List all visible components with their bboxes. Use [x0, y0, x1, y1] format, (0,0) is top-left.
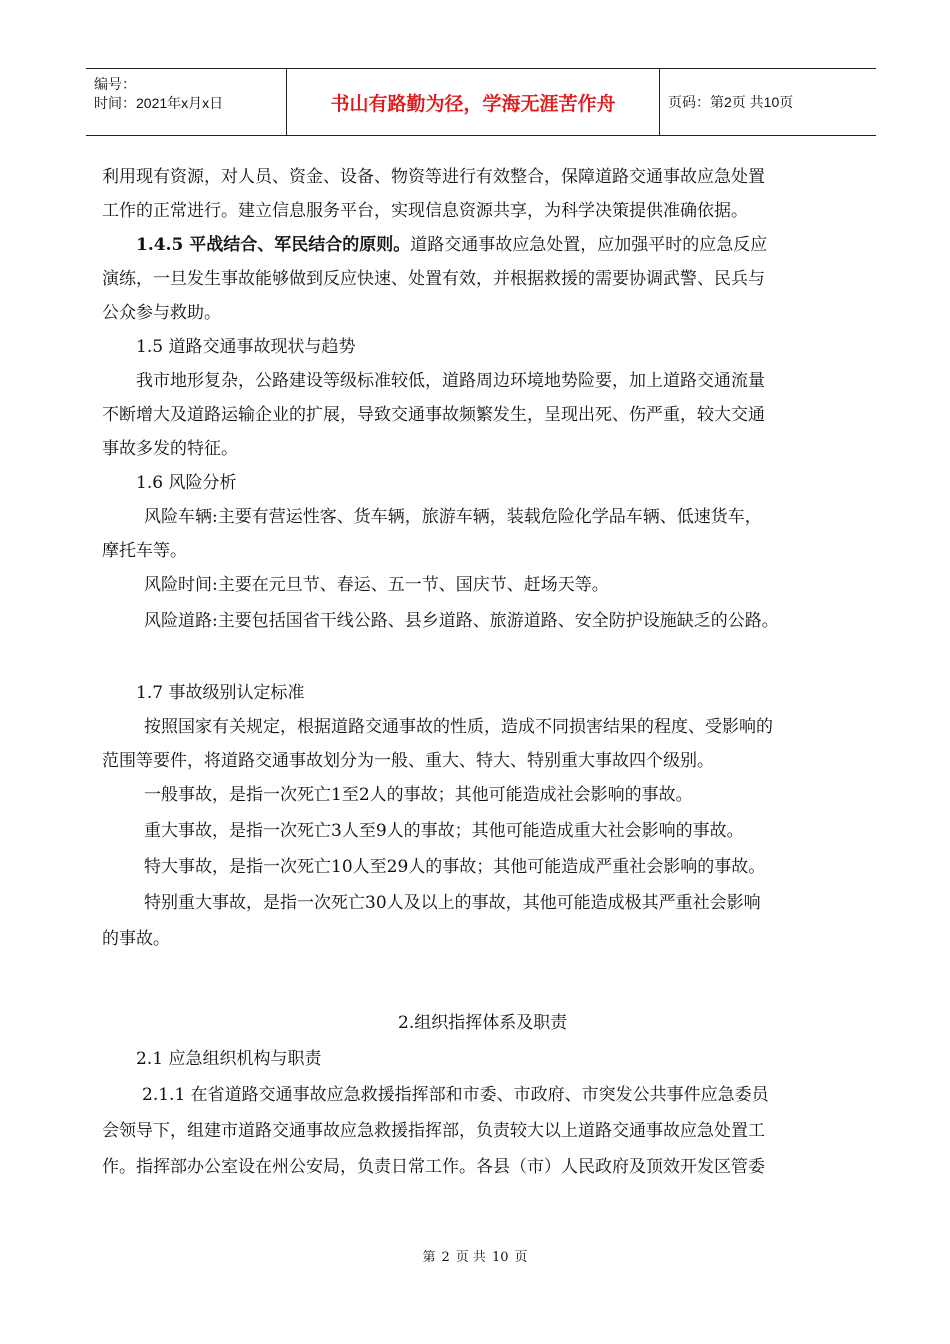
paragraph-line: 重大事故，是指一次死亡3人至9人的事故；其他可能造成重大社会影响的事故。 [144, 821, 744, 841]
paragraph-line: 作。指挥部办公室设在州公安局，负责日常工作。各县（市）人民政府及顶效开发区管委 [102, 1157, 765, 1177]
paragraph-line: 风险时间:主要在元旦节、春运、五一节、国庆节、赶场天等。 [144, 575, 609, 595]
paragraph-line: 风险车辆:主要有营运性客、货车辆，旅游车辆，装载危险化学品车辆、低速货车， [144, 507, 762, 527]
section-heading: 1.7 事故级别认定标准 [136, 683, 305, 703]
footer-prefix: 第 [422, 1250, 436, 1265]
paragraph-line: 按照国家有关规定，根据道路交通事故的性质，造成不同损害结果的程度、受影响的 [144, 717, 773, 737]
section-heading: 1.6 风险分析 [136, 473, 237, 493]
principle-heading: 1.4.5 平战结合、军民结合的原则。 [136, 235, 411, 255]
paragraph-line: 范围等要件，将道路交通事故划分为一般、重大、特大、特别重大事故四个级别。 [102, 751, 714, 771]
paragraph-line: 工作的正常进行。建立信息服务平台，实现信息资源共享，为科学决策提供准确依据。 [102, 201, 748, 221]
paragraph-line: 会领导下，组建市道路交通事故应急救援指挥部，负责较大以上道路交通事故应急处置工 [102, 1121, 765, 1141]
section-heading: 2.1 应急组织机构与职责 [136, 1049, 322, 1069]
paragraph-line: 演练，一旦发生事故能够做到反应快速、处置有效，并根据救援的需要协调武警、民兵与 [102, 269, 765, 289]
footer-page-number: 2 [441, 1250, 450, 1265]
header-page-label: 页码：第2页 共10页 [668, 94, 794, 110]
principle-text: 道路交通事故应急处置，应加强平时的应急反应 [410, 235, 768, 255]
page-footer [0, 1246, 950, 1265]
paragraph-line: 公众参与救助。 [102, 303, 221, 323]
chapter-heading: 2.组织指挥体系及职责 [398, 1013, 568, 1033]
paragraph-line: 摩托车等。 [102, 541, 187, 561]
header-motto: 书山有路勤为径，学海无涯苦作舟 [286, 69, 660, 135]
paragraph-line: 风险道路:主要包括国省干线公路、县乡道路、旅游道路、安全防护设施缺乏的公路。 [144, 611, 779, 631]
footer-suffix: 页 [514, 1250, 528, 1265]
paragraph-line: 特别重大事故，是指一次死亡30人及以上的事故，其他可能造成极其严重社会影响 [144, 893, 761, 913]
paragraph-line: 的事故。 [102, 929, 170, 949]
footer-mid: 页 共 [455, 1250, 486, 1265]
principle-paragraph-line [136, 230, 767, 260]
paragraph-line: 我市地形复杂，公路建设等级标准较低，道路周边环境地势险要，加上道路交通流量 [136, 371, 765, 391]
section-heading: 1.5 道路交通事故现状与趋势 [136, 337, 356, 357]
paragraph-line: 利用现有资源，对人员、资金、设备、物资等进行有效整合，保障道路交通事故应急处置 [102, 167, 765, 187]
header-meta [86, 69, 286, 135]
footer-total-pages: 10 [491, 1250, 509, 1265]
page-header [86, 68, 876, 136]
paragraph-line: 一般事故，是指一次死亡1至2人的事故；其他可能造成社会影响的事故。 [144, 785, 693, 805]
paragraph-line: 事故多发的特征。 [102, 439, 238, 459]
document-number-label: 编号： [94, 76, 136, 92]
paragraph-line: 不断增大及道路运输企业的扩展，导致交通事故频繁发生，呈现出死、伤严重，较大交通 [102, 405, 765, 425]
paragraph-line: 特大事故，是指一次死亡10人至29人的事故；其他可能造成严重社会影响的事故。 [144, 857, 766, 877]
document-time-label: 时间：2021年x月x日 [94, 95, 224, 111]
paragraph-line: 2.1.1 在省道路交通事故应急救援指挥部和市委、市政府、市突发公共事件应急委员 [142, 1085, 769, 1105]
